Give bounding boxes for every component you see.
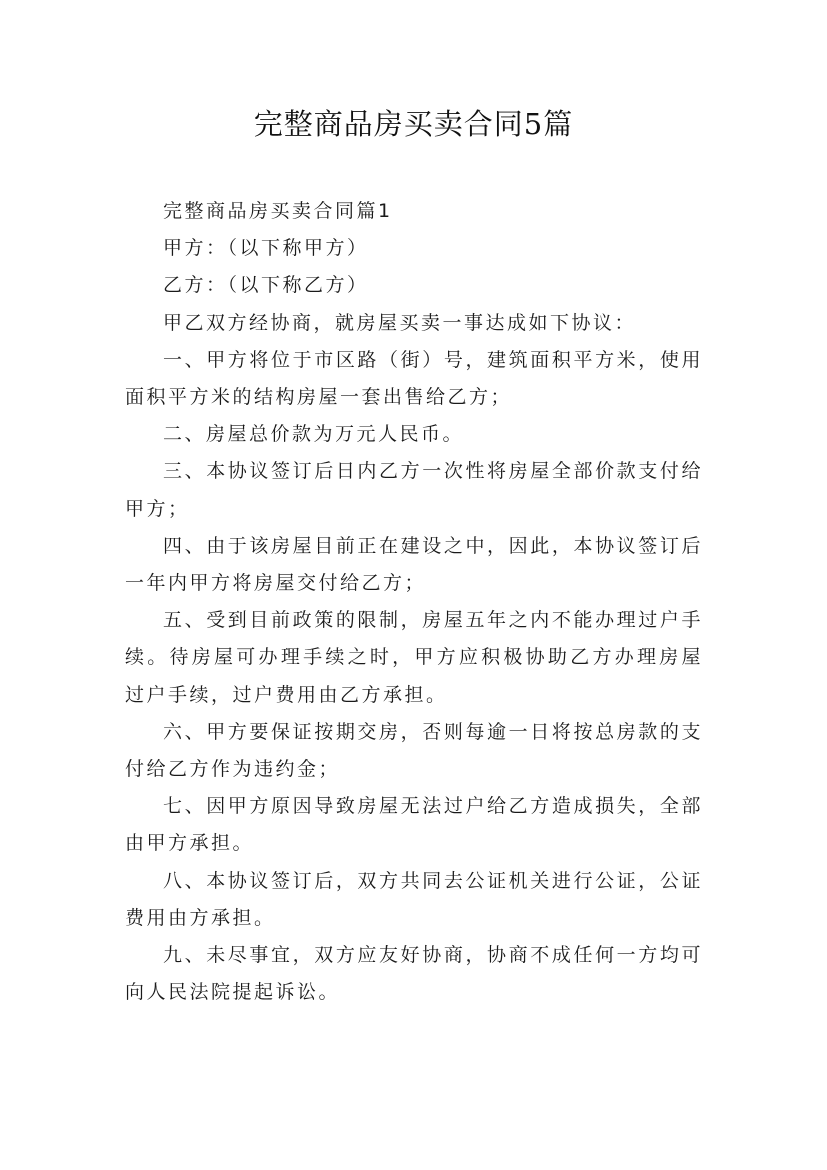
document-body	[125, 193, 703, 1011]
clause-6: 六、甲方要保证按期交房，否则每逾一日将按总房款的支付给乙方作为违约金；	[125, 720, 703, 781]
clause-9: 九、未尽事宜，双方应友好协商，协商不成任何一方均可向人民法院提起诉讼。	[125, 944, 703, 1004]
clause-1: 一、甲方将位于市区路（街）号，建筑面积平方米，使用面积平方米的结构房屋一套出售给乙方；	[125, 348, 703, 409]
clause-2: 二、房屋总价款为万元人民币。	[163, 423, 465, 446]
party-a-line: 甲方：（以下称甲方）	[163, 237, 369, 260]
clause-4: 四、由于该房屋目前正在建设之中，因此，本协议签订后一年内甲方将房屋交付给乙方；	[125, 534, 703, 595]
agreement-intro: 甲乙双方经协商，就房屋买卖一事达成如下协议：	[163, 311, 637, 334]
document-title: 完整商品房买卖合同5篇	[253, 107, 574, 141]
clause-5: 五、受到目前政策的限制，房屋五年之内不能办理过户手续。待房屋可办理手续之时，甲方应积极协助乙方办理房屋过户手续，过户费用由乙方承担。	[125, 609, 703, 706]
section-heading: 完整商品房买卖合同篇1	[163, 200, 393, 222]
party-b-line: 乙方：（以下称乙方）	[163, 274, 369, 297]
clause-8: 八、本协议签订后，双方共同去公证机关进行公证，公证费用由方承担。	[125, 869, 703, 929]
clause-3: 三、本协议签订后日内乙方一次性将房屋全部价款支付给甲方；	[125, 460, 703, 520]
clause-7: 七、因甲方原因导致房屋无法过户给乙方造成损失，全部由甲方承担。	[125, 795, 703, 855]
